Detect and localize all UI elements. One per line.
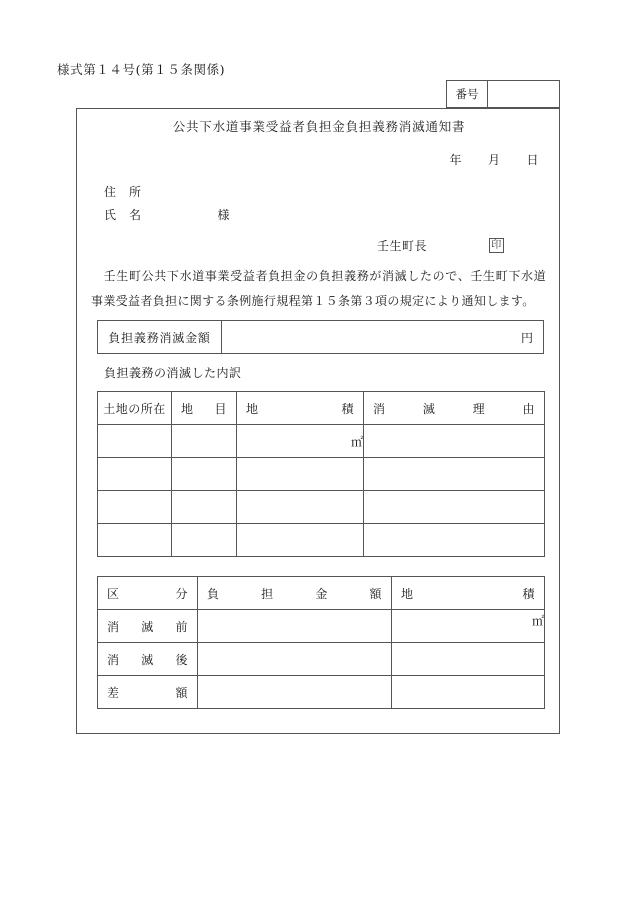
date-year: 年	[449, 153, 462, 167]
cell-category[interactable]	[172, 425, 237, 458]
cell-location[interactable]	[98, 425, 172, 458]
col-header-division: 区 分	[98, 577, 198, 610]
col-header-amount: 負 担 金 額	[198, 577, 392, 610]
cell-reason[interactable]	[364, 425, 545, 458]
table-row	[98, 610, 545, 643]
cell-area-difference[interactable]	[392, 676, 545, 709]
document-frame	[76, 108, 560, 734]
amount-value-field[interactable]	[222, 321, 543, 353]
amount-box	[97, 320, 544, 354]
col-header-reason: 消 滅 理 由	[364, 392, 545, 425]
col-header-area: 地 積	[392, 577, 545, 610]
cell-amount-difference[interactable]	[198, 676, 392, 709]
cell-location[interactable]	[98, 458, 172, 491]
amount-label: 負担義務消滅金額	[98, 321, 222, 353]
cell-category[interactable]	[172, 491, 237, 524]
breakdown-caption: 負担義務の消滅した内訳	[104, 366, 242, 380]
cell-area[interactable]	[237, 491, 364, 524]
cell-location[interactable]	[98, 491, 172, 524]
form-identifier: 様式第１４号(第１５条関係)	[57, 62, 226, 77]
breakdown-table	[97, 391, 545, 557]
honorific-suffix: 様	[217, 208, 231, 222]
cell-category[interactable]	[172, 524, 237, 557]
row-label-before: 消 滅 前	[98, 610, 198, 643]
table-row	[98, 643, 545, 676]
address-label: 住 所	[104, 185, 142, 199]
cell-area[interactable]	[237, 524, 364, 557]
issuer-row	[377, 237, 504, 254]
row-label-difference: 差 額	[98, 676, 198, 709]
col-header-location: 土地の所在	[98, 392, 172, 425]
number-box	[446, 80, 560, 108]
table-row	[98, 458, 545, 491]
cell-reason[interactable]	[364, 491, 545, 524]
number-input[interactable]	[488, 81, 559, 107]
cell-amount-after[interactable]	[198, 643, 392, 676]
cell-area[interactable]	[237, 458, 364, 491]
date-line	[77, 151, 539, 168]
name-row	[104, 206, 230, 223]
number-label: 番号	[447, 81, 488, 107]
cell-reason[interactable]	[364, 458, 545, 491]
table-row	[98, 491, 545, 524]
issuer-name: 壬生町長	[377, 239, 428, 253]
cell-amount-before[interactable]	[198, 610, 392, 643]
row-label-after: 消 滅 後	[98, 643, 198, 676]
cell-area-before[interactable]: ㎡	[392, 610, 545, 643]
table-row	[98, 425, 545, 458]
name-label: 氏 名	[104, 208, 142, 222]
cell-location[interactable]	[98, 524, 172, 557]
cell-area-after[interactable]	[392, 643, 545, 676]
amount-unit: 円	[520, 330, 533, 345]
cell-reason[interactable]	[364, 524, 545, 557]
table-header-row	[98, 392, 545, 425]
col-header-category: 地 目	[172, 392, 237, 425]
document-title: 公共下水道事業受益者負担金負担義務消滅通知書	[172, 119, 466, 134]
cell-category[interactable]	[172, 458, 237, 491]
seal-stamp-icon: 印	[489, 238, 504, 253]
col-header-area: 地 積	[237, 392, 364, 425]
table-header-row	[98, 577, 545, 610]
table-row	[98, 524, 545, 557]
body-paragraph: 壬生町公共下水道事業受益者負担金の負担義務が消滅したので、壬生町下水道事業受益者負担に関する条例施行規程第１５条第３項の規定により通知します。	[91, 269, 546, 308]
date-day: 日	[526, 153, 539, 167]
table-row	[98, 676, 545, 709]
cell-area[interactable]: ㎡	[237, 425, 364, 458]
summary-table	[97, 576, 545, 709]
address-row	[104, 183, 142, 200]
date-month: 月	[487, 153, 501, 167]
